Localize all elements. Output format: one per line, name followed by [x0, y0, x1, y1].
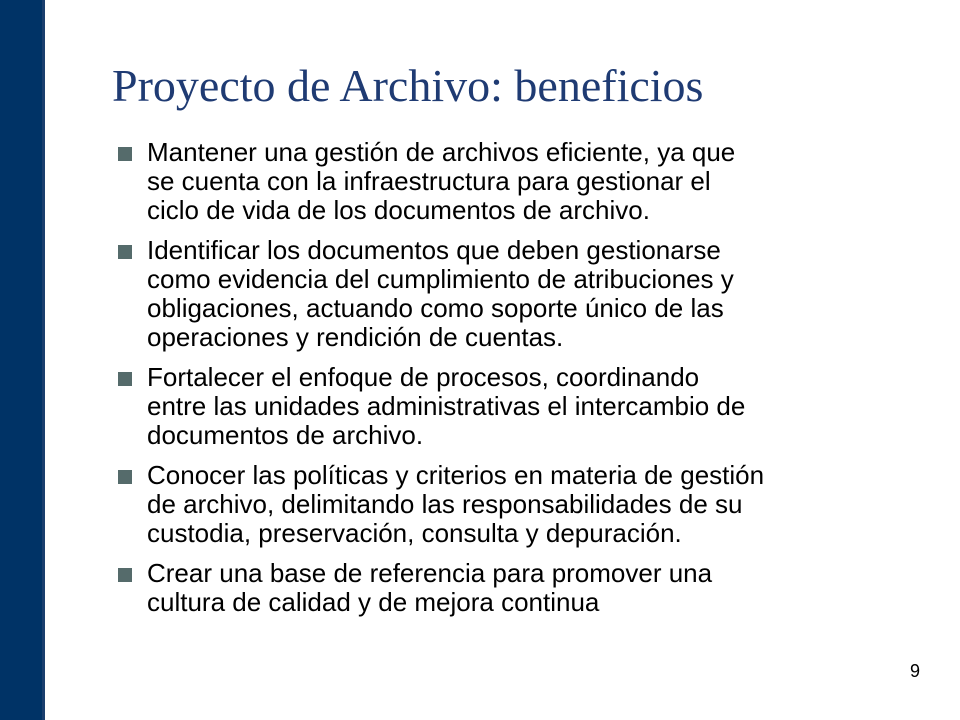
page-number: 9: [909, 661, 920, 681]
left-sidebar-band: [0, 0, 42, 720]
bullet-list: [118, 138, 918, 628]
bullet-text-line: Mantener una gestión de archivos eficiente, ya que: [147, 137, 736, 167]
square-bullet-icon: [118, 568, 132, 582]
left-sidebar-rule: [42, 0, 45, 720]
bullet-text-line: ciclo de vida de los documentos de archivo.: [147, 195, 650, 225]
bullet-text-line: como evidencia del cumplimiento de atribuciones y: [147, 264, 734, 294]
bullet-item: [118, 138, 918, 225]
bullet-text-line: de archivo, delimitando las responsabilidades de su: [147, 489, 743, 519]
bullet-text-line: Fortalecer el enfoque de procesos, coordinando: [147, 362, 700, 392]
bullet-text-line: documentos de archivo.: [147, 420, 424, 450]
square-bullet-icon: [118, 147, 132, 161]
bullet-text-line: Crear una base de referencia para promover una: [147, 558, 713, 588]
bullet-item: [118, 363, 918, 450]
bullet-text-line: obligaciones, actuando como soporte único de las: [147, 293, 724, 323]
bullet-text-line: entre las unidades administrativas el intercambio de: [147, 391, 746, 421]
bullet-text-line: operaciones y rendición de cuentas.: [147, 322, 564, 352]
bullet-item: [118, 461, 918, 548]
bullet-text-line: Conocer las políticas y criterios en materia de gestión: [147, 460, 765, 490]
bullet-item: [118, 559, 918, 617]
bullet-text-line: custodia, preservación, consulta y depuración.: [147, 518, 682, 548]
square-bullet-icon: [118, 470, 132, 484]
slide-title: Proyecto de Archivo: beneficios: [112, 60, 704, 111]
square-bullet-icon: [118, 372, 132, 386]
bullet-text-line: Identificar los documentos que deben gestionarse: [147, 235, 721, 265]
bullet-item: [118, 236, 918, 352]
bullet-text-line: se cuenta con la infraestructura para gestionar el: [147, 166, 711, 196]
bullet-text-line: cultura de calidad y de mejora continua: [147, 587, 600, 617]
square-bullet-icon: [118, 245, 132, 259]
